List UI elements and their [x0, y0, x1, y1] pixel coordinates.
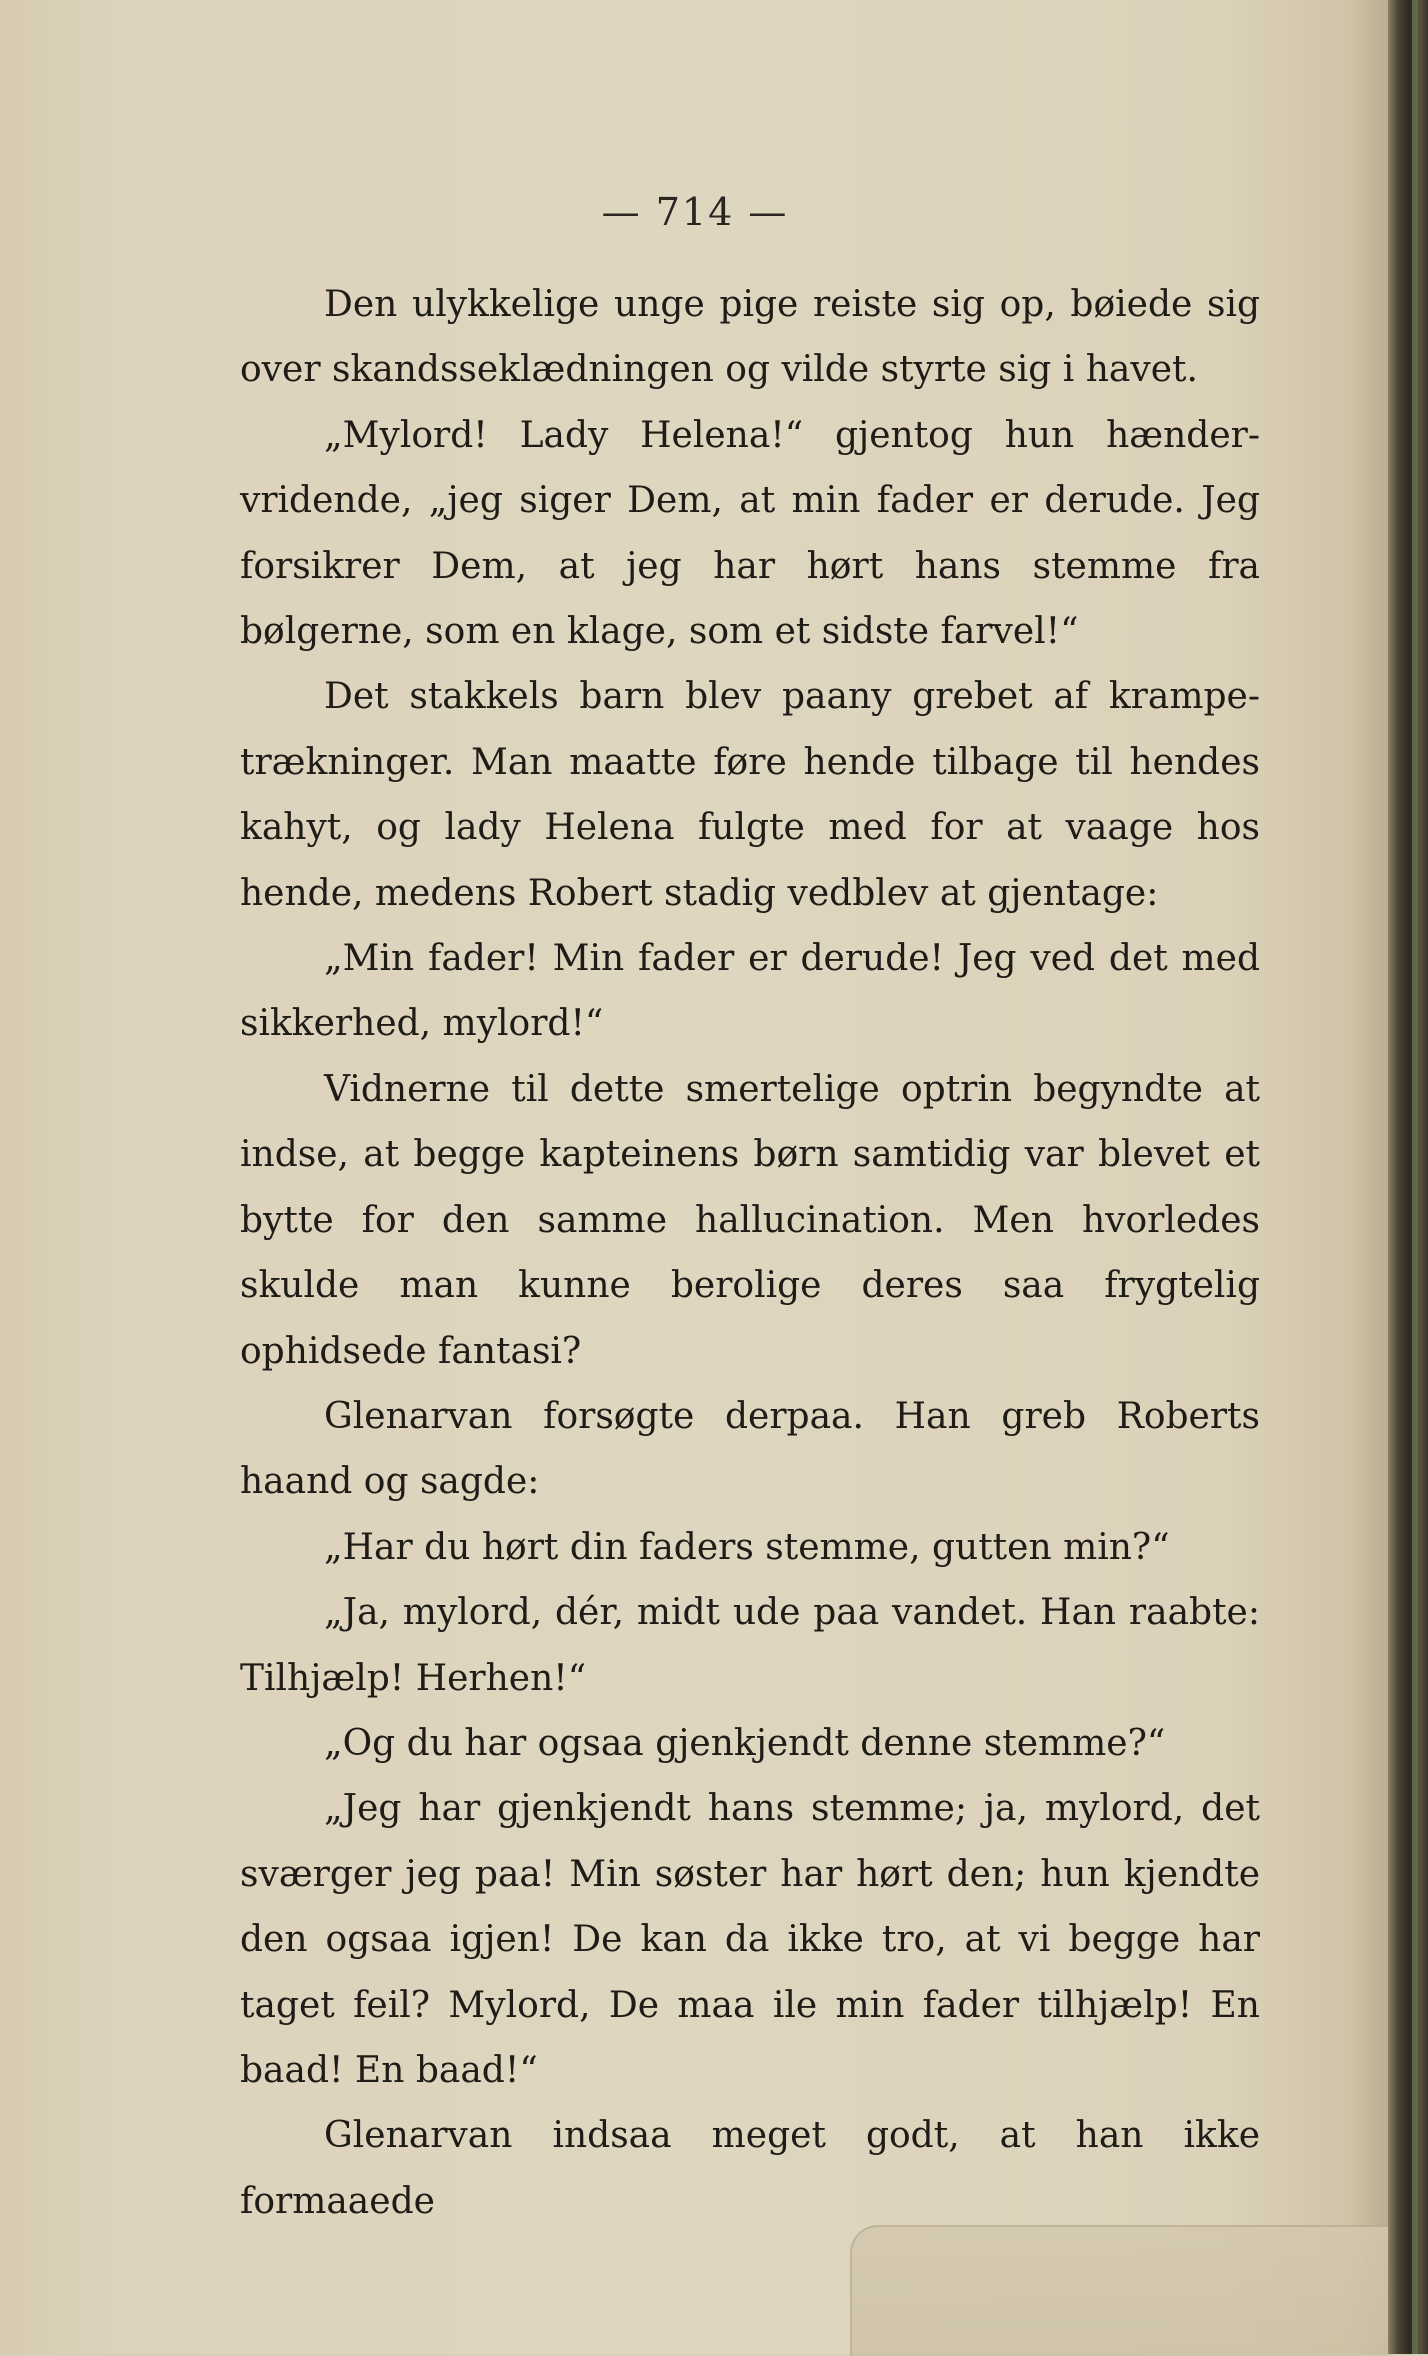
page-text	[240, 272, 1260, 2234]
paragraph: Den ulykkelige unge pige reiste sig op, bøiede sig over skandsseklædningen og vilde styrte sig i havet.	[240, 284, 1260, 391]
paragraph: „Ja, mylord, dér, midt ude paa vandet. Han raabte: Tilhjælp! Herhen!“	[240, 1592, 1260, 1699]
paragraph: „Har du hørt din faders stemme, gutten min?“	[324, 1526, 1170, 1568]
paragraph: „Min fader! Min fader er derude! Jeg ved det med sikkerhed, mylord!“	[240, 938, 1260, 1045]
page-number: — 714 —	[601, 190, 789, 234]
paragraph: „Mylord! Lady Helena!“ gjentog hun hænder-vridende, „jeg siger Dem, at min fader er derude. Jeg forsikrer Dem, at jeg har hørt hans stemme fra bølgerne, som en klage, som et sidste farvel!“	[240, 414, 1260, 653]
paragraph: Glenarvan forsøgte derpaa. Han greb Roberts haand og sagde:	[240, 1395, 1260, 1503]
paragraph: Vidnerne til dette smertelige optrin begyndte at indse, at begge kapteinens børn samtidig var blevet et bytte for den samme hallucination. Men hvorledes skulde man kunne berolige deres saa frygtelig ophidsede fantasi?	[240, 1068, 1260, 1372]
paragraph: „Jeg har gjenkjendt hans stemme; ja, mylord, det sværger jeg paa! Min søster har hørt den; hun kjendte den ogsaa igjen! De kan da ikke tro, at vi begge har taget feil? Mylord, De maa ile min fader tilhjælp! En baad! En baad!“	[240, 1788, 1260, 2091]
spine-edge	[1412, 0, 1418, 2354]
page-stain	[850, 2225, 1392, 2356]
paragraph: „Og du har ogsaa gjenkjendt denne stemme?“	[324, 1722, 1166, 1764]
paragraph: Det stakkels barn blev paany grebet af krampe-trækninger. Man maatte føre hende tilbage til hendes kahyt, og lady Helena fulgte med for at vaage hos hende, medens Robert stadig vedblev at gjentage:	[240, 676, 1260, 914]
book-spine	[1388, 0, 1428, 2354]
paragraph: Glenarvan indsaa meget godt, at han ikke formaaede	[240, 2115, 1260, 2222]
